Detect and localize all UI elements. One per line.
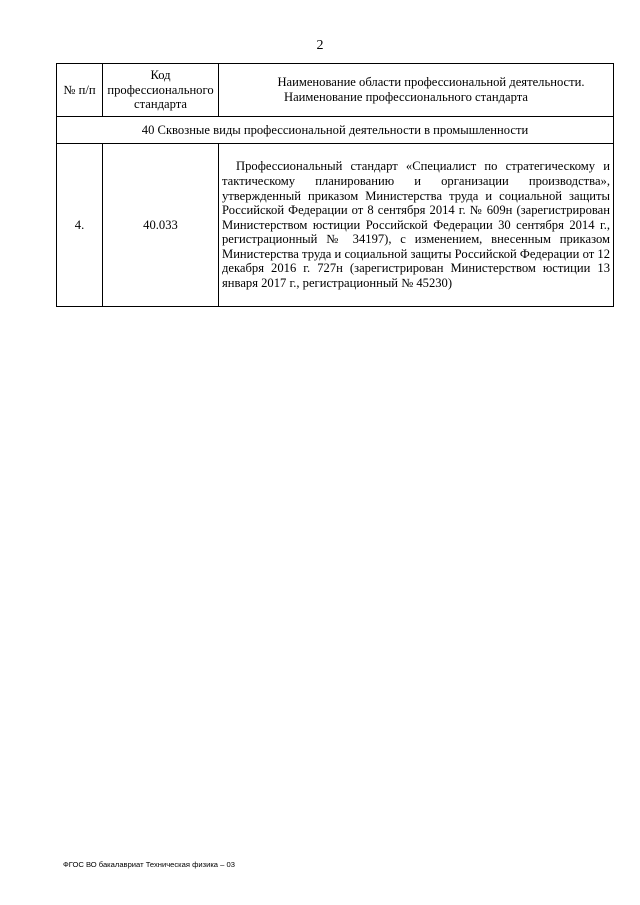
header-name-line1: Наименование области профессиональной деятельности.: [277, 75, 585, 90]
table-header-row: [57, 64, 614, 117]
row-code: 40.033: [103, 144, 219, 307]
page-number: 2: [316, 38, 324, 53]
page-footer: ФГОС ВО бакалавриат Техническая физика – 03: [63, 860, 235, 869]
row-description: Профессиональный стандарт «Специалист по стратегическому и тактическому планированию и организации производства», утвержденный приказом Министерства труда и социальной защиты Российской Федерации от 8 сентября 2014 г. № 609н (зарегистрирован Министерством юстиции Российской Федерации 30 сентября 2014 г., регистрационный № 34197), с изменением, внесенным приказом Министерства труда и социальной защиты Российской Федерации от 12 декабря 2016 г. 727н (зарегистрирован Министерством юстиции 13 января 2017 г., регистрационный № 45230): [219, 144, 614, 307]
header-number: № п/п: [57, 64, 103, 117]
professional-standards-table: [56, 63, 614, 307]
header-name: [219, 64, 614, 117]
section-title: 40 Сквозные виды профессиональной деятельности в промышленности: [57, 117, 614, 144]
row-number: 4.: [57, 144, 103, 307]
header-code: Код профессионального стандарта: [103, 64, 219, 117]
section-row: [57, 117, 614, 144]
table-row: [57, 144, 614, 307]
header-name-line2: Наименование профессионального стандарта: [284, 90, 528, 104]
